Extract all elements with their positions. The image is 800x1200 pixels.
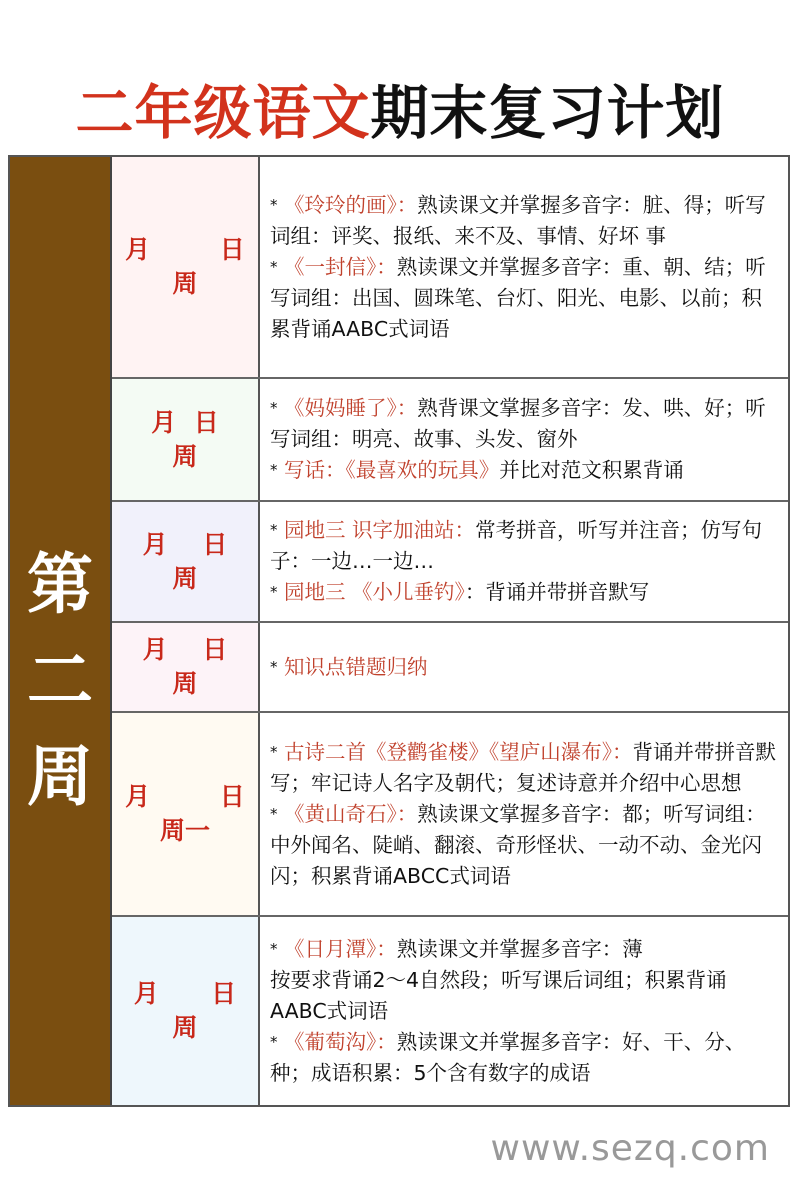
month-day: 月 日 [142,529,228,559]
item-title: 古诗二首《登鹳雀楼》《望庐山瀑布》： [284,739,633,764]
plan-item [270,1027,782,1089]
item-text: 背诵并带拼音默写；牢记诗人名字及朝代；复述诗意并介绍中心思想 [270,739,777,795]
star-icon: * [270,583,278,601]
plan-row [112,623,788,713]
plan-item [270,515,782,577]
plan-item [270,190,782,252]
item-title: 知识点错题归纳 [284,654,428,679]
week-char: 第 [27,546,93,623]
date-cell [112,917,260,1105]
content-cell [262,157,782,377]
content-cell [262,502,782,621]
item-text: 熟读课文并掌握多音字：好、干、分、种；成语积累：5个含有数字的成语 [270,1029,746,1085]
week-char: 二 [27,642,93,719]
date-cell [112,502,260,621]
plan-item [270,965,782,1027]
date-cell [112,157,260,377]
weekday: 周 [172,1013,198,1042]
watermark: www.sezq.com [490,1128,770,1169]
item-text: 熟读课文并掌握多音字：脏、得；听写词组：评奖、报纸、来不及、事情、好坏 事 [270,192,766,248]
month-day: 月 日 [151,407,219,437]
item-title: 园地三 《小儿垂钓》 [284,580,465,604]
item-text: 熟背课文掌握多音字：发、哄、好；听写词组：明亮、故事、头发、窗外 [270,396,766,451]
plan-row [112,379,788,502]
star-icon: * [270,742,278,761]
item-title: 《日月潭》： [284,936,397,961]
item-title: 《玲玲的画》： [284,192,418,217]
star-icon: * [270,195,278,214]
week-char: 周 [27,738,93,815]
star-icon: * [270,521,278,539]
star-icon: * [270,1032,278,1051]
plan-item [270,455,782,486]
item-text: 按要求背诵2～4自然段；听写课后词组；积累背诵AABC式词语 [270,967,727,1023]
star-icon: * [270,461,278,479]
plan-item [270,799,782,892]
plan-row [112,502,788,623]
item-title: 《妈妈睡了》： [284,396,418,420]
item-text: 熟读课文并掌握多音字：薄 [396,936,643,961]
plan-item [270,652,782,683]
date-cell [112,623,260,711]
week-label [10,157,112,1105]
month-day: 月 日 [125,782,245,811]
item-text: ：背诵并带拼音默写 [464,580,650,604]
title-black: 期末复习计划 [370,79,725,147]
month-day: 月 日 [133,979,237,1008]
item-title: 写话：《最喜欢的玩具》 [284,458,500,482]
plan-row [112,713,788,917]
plan-item [270,737,782,799]
star-icon: * [270,939,278,958]
weekday: 周一 [159,816,210,845]
item-title: 园地三 识字加油站： [284,518,476,542]
title-red: 二年级语文 [75,79,371,147]
date-cell [112,713,260,915]
plan-row [112,917,788,1105]
weekday: 周 [172,269,198,298]
plan-item [270,577,782,608]
weekday: 周 [172,669,198,698]
star-icon: * [270,657,278,676]
item-text: 熟读课文并掌握多音字：重、朝、结；听写词组：出国、圆珠笔、台灯、阳光、电影、以前；积累背诵AABC式词语 [270,254,766,341]
item-title: 《一封信》： [284,254,397,279]
content-cell [262,379,782,500]
plan-row [112,157,788,379]
plan-item [270,393,782,455]
star-icon: * [270,804,278,823]
content-cell [262,623,782,711]
weekday: 周 [172,441,198,471]
plan-item [270,252,782,345]
item-text: 并比对范文积累背诵 [499,458,684,482]
item-text: 熟读课文掌握多音字：都；听写词组：中外闻名、陡峭、翻滚、奇形怪状、一动不动、金光闪闪；积累背诵ABCC式词语 [270,801,766,888]
item-title: 《黄山奇石》： [284,801,418,826]
item-text: 常考拼音，听写并注音；仿写句子：一边…一边… [270,518,763,573]
content-cell [262,917,782,1105]
weekday: 周 [172,563,198,593]
date-cell [112,379,260,500]
month-day: 月 日 [125,235,245,264]
star-icon: * [270,257,278,276]
plan-item [270,934,782,965]
content-cell [262,713,782,915]
star-icon: * [270,399,278,417]
item-title: 《葡萄沟》： [284,1029,397,1054]
month-day: 月 日 [142,635,228,664]
plan-table [8,155,790,1107]
page-title [0,66,800,150]
